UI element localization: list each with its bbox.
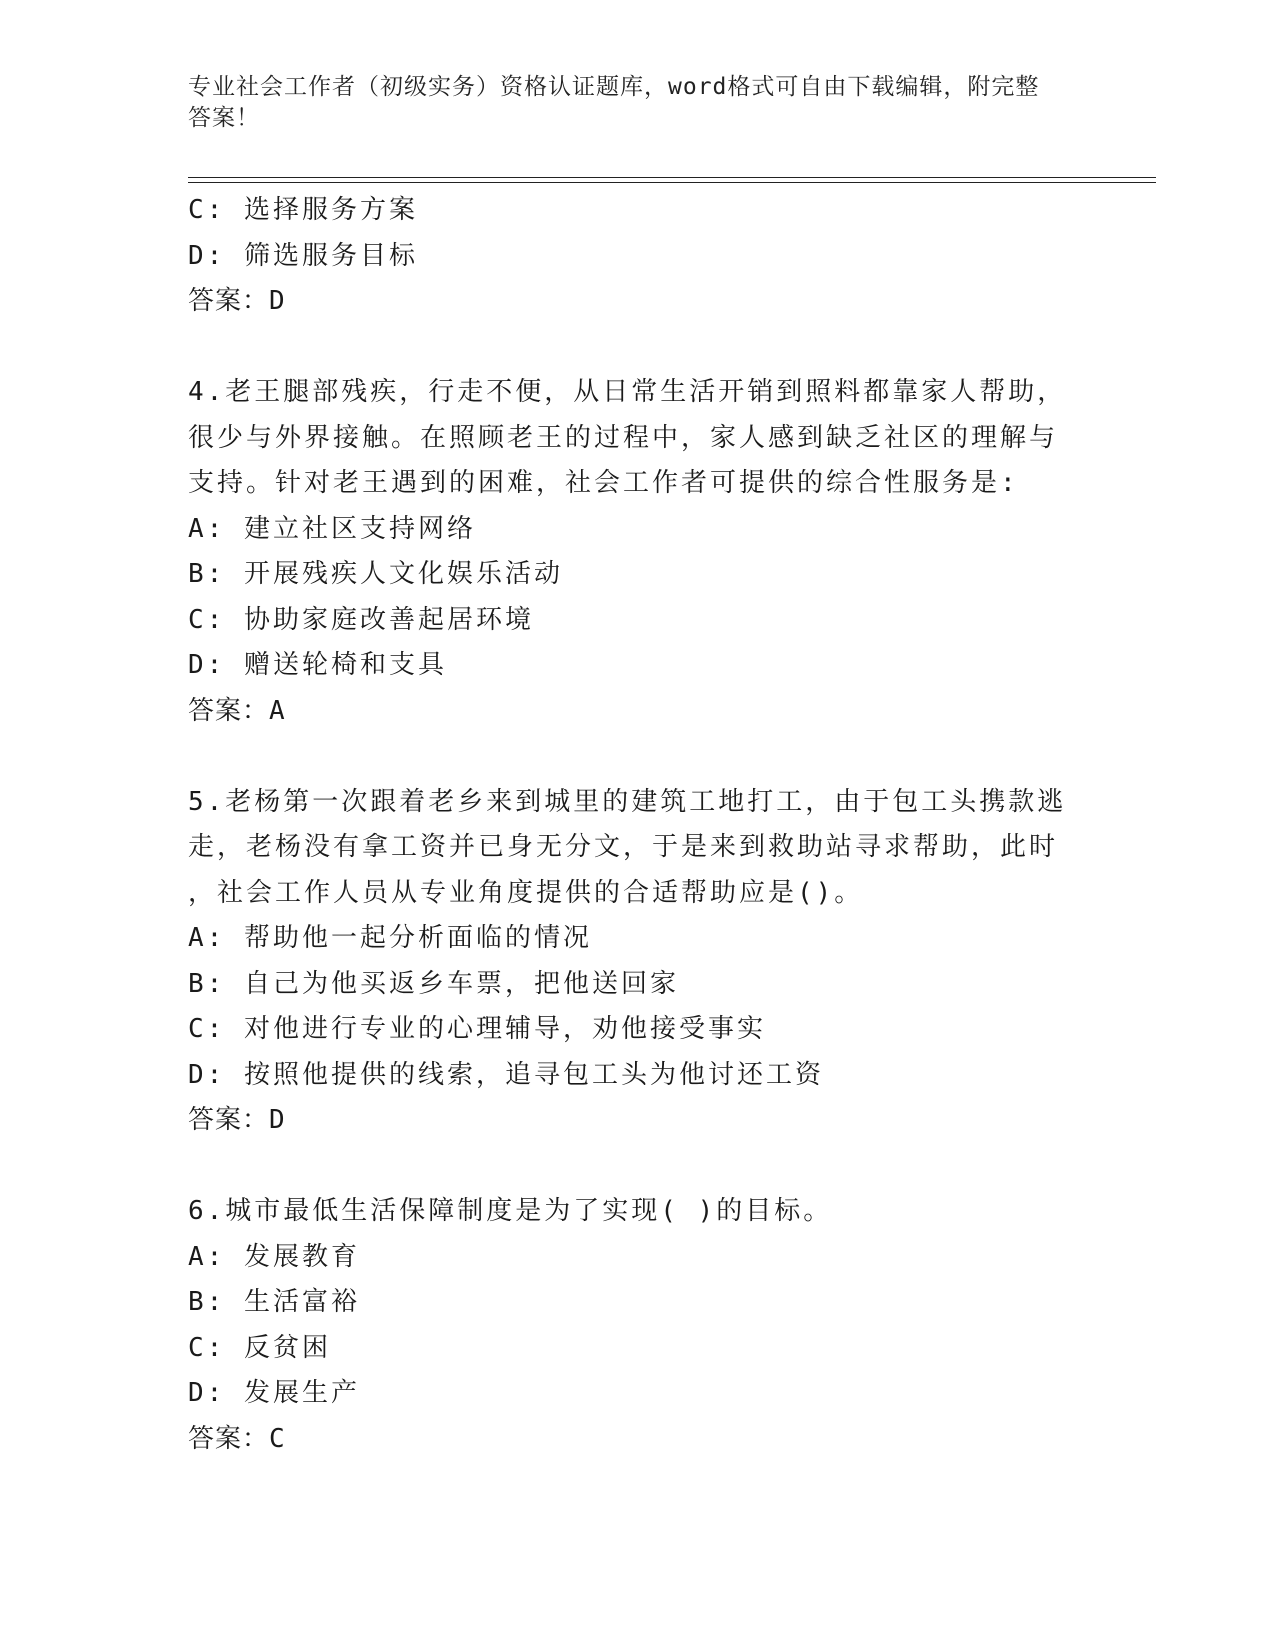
answer-value: D <box>269 286 286 316</box>
question-stem-line: 4.老王腿部残疾，行走不便，从日常生活开销到照料都靠家人帮助， <box>188 377 1067 407</box>
option-c: C: 对他进行专业的心理辅导，劝他接受事实 <box>188 1014 766 1044</box>
answer-label: 答案： <box>188 1105 270 1135</box>
question-stem-line: 走，老杨没有拿工资并已身无分文，于是来到救助站寻求帮助，此时 <box>188 832 1059 862</box>
option-c: C: 反贫困 <box>188 1332 331 1363</box>
header-title-line-2: 答案！ <box>188 105 260 131</box>
option-b: B: 开展残疾人文化娱乐活动 <box>188 559 563 589</box>
option-b: B: 自己为他买返乡车票，把他送回家 <box>188 968 679 999</box>
answer-value: A <box>269 695 286 726</box>
option-d: D: 赠送轮椅和支具 <box>188 650 447 680</box>
spacer <box>188 325 1088 371</box>
header-divider-top <box>188 177 1156 178</box>
option-c: C: 协助家庭改善起居环境 <box>188 604 534 635</box>
option-c: C: 选择服务方案 <box>188 195 418 225</box>
question-6 <box>188 1189 1088 1462</box>
question-3 <box>188 188 1088 325</box>
question-5 <box>188 780 1088 1144</box>
answer-label: 答案： <box>188 695 270 726</box>
option-a: A: 建立社区支持网络 <box>188 513 476 544</box>
question-list <box>188 188 1088 1462</box>
answer-value: C <box>269 1423 286 1454</box>
question-stem-line: 5.老杨第一次跟着老乡来到城里的建筑工地打工，由于包工头携款逃 <box>188 786 1067 817</box>
answer-label: 答案： <box>188 286 270 316</box>
option-d: D: 按照他提供的线索，追寻包工头为他讨还工资 <box>188 1059 824 1090</box>
question-4 <box>188 370 1088 734</box>
question-stem-line: 6.城市最低生活保障制度是为了实现( )的目标。 <box>188 1196 833 1226</box>
answer-line <box>188 1417 1088 1463</box>
question-stem-line: ，社会工作人员从专业角度提供的合适帮助应是()。 <box>188 877 864 908</box>
header-divider-bottom <box>188 182 1156 183</box>
option-a: A: 发展教育 <box>188 1241 360 1272</box>
question-stem-line: 支持。针对老王遇到的困难，社会工作者可提供的综合性服务是: <box>188 468 1019 498</box>
answer-value: D <box>269 1105 286 1135</box>
answer-label: 答案： <box>188 1423 270 1454</box>
option-d: D: 发展生产 <box>188 1378 360 1408</box>
spacer <box>188 734 1088 780</box>
option-a: A: 帮助他一起分析面临的情况 <box>188 923 592 953</box>
spacer <box>188 1144 1088 1190</box>
option-d: D: 筛选服务目标 <box>188 240 418 271</box>
page-header <box>188 72 1088 134</box>
answer-line <box>188 689 1088 735</box>
option-b: B: 生活富裕 <box>188 1287 360 1317</box>
answer-line <box>188 1098 1088 1144</box>
header-title-line-1: 专业社会工作者（初级实务）资格认证题库，word格式可自由下载编辑，附完整 <box>188 74 1040 100</box>
question-stem-line: 很少与外界接触。在照顾老王的过程中，家人感到缺乏社区的理解与 <box>188 422 1059 453</box>
answer-line <box>188 279 1088 325</box>
